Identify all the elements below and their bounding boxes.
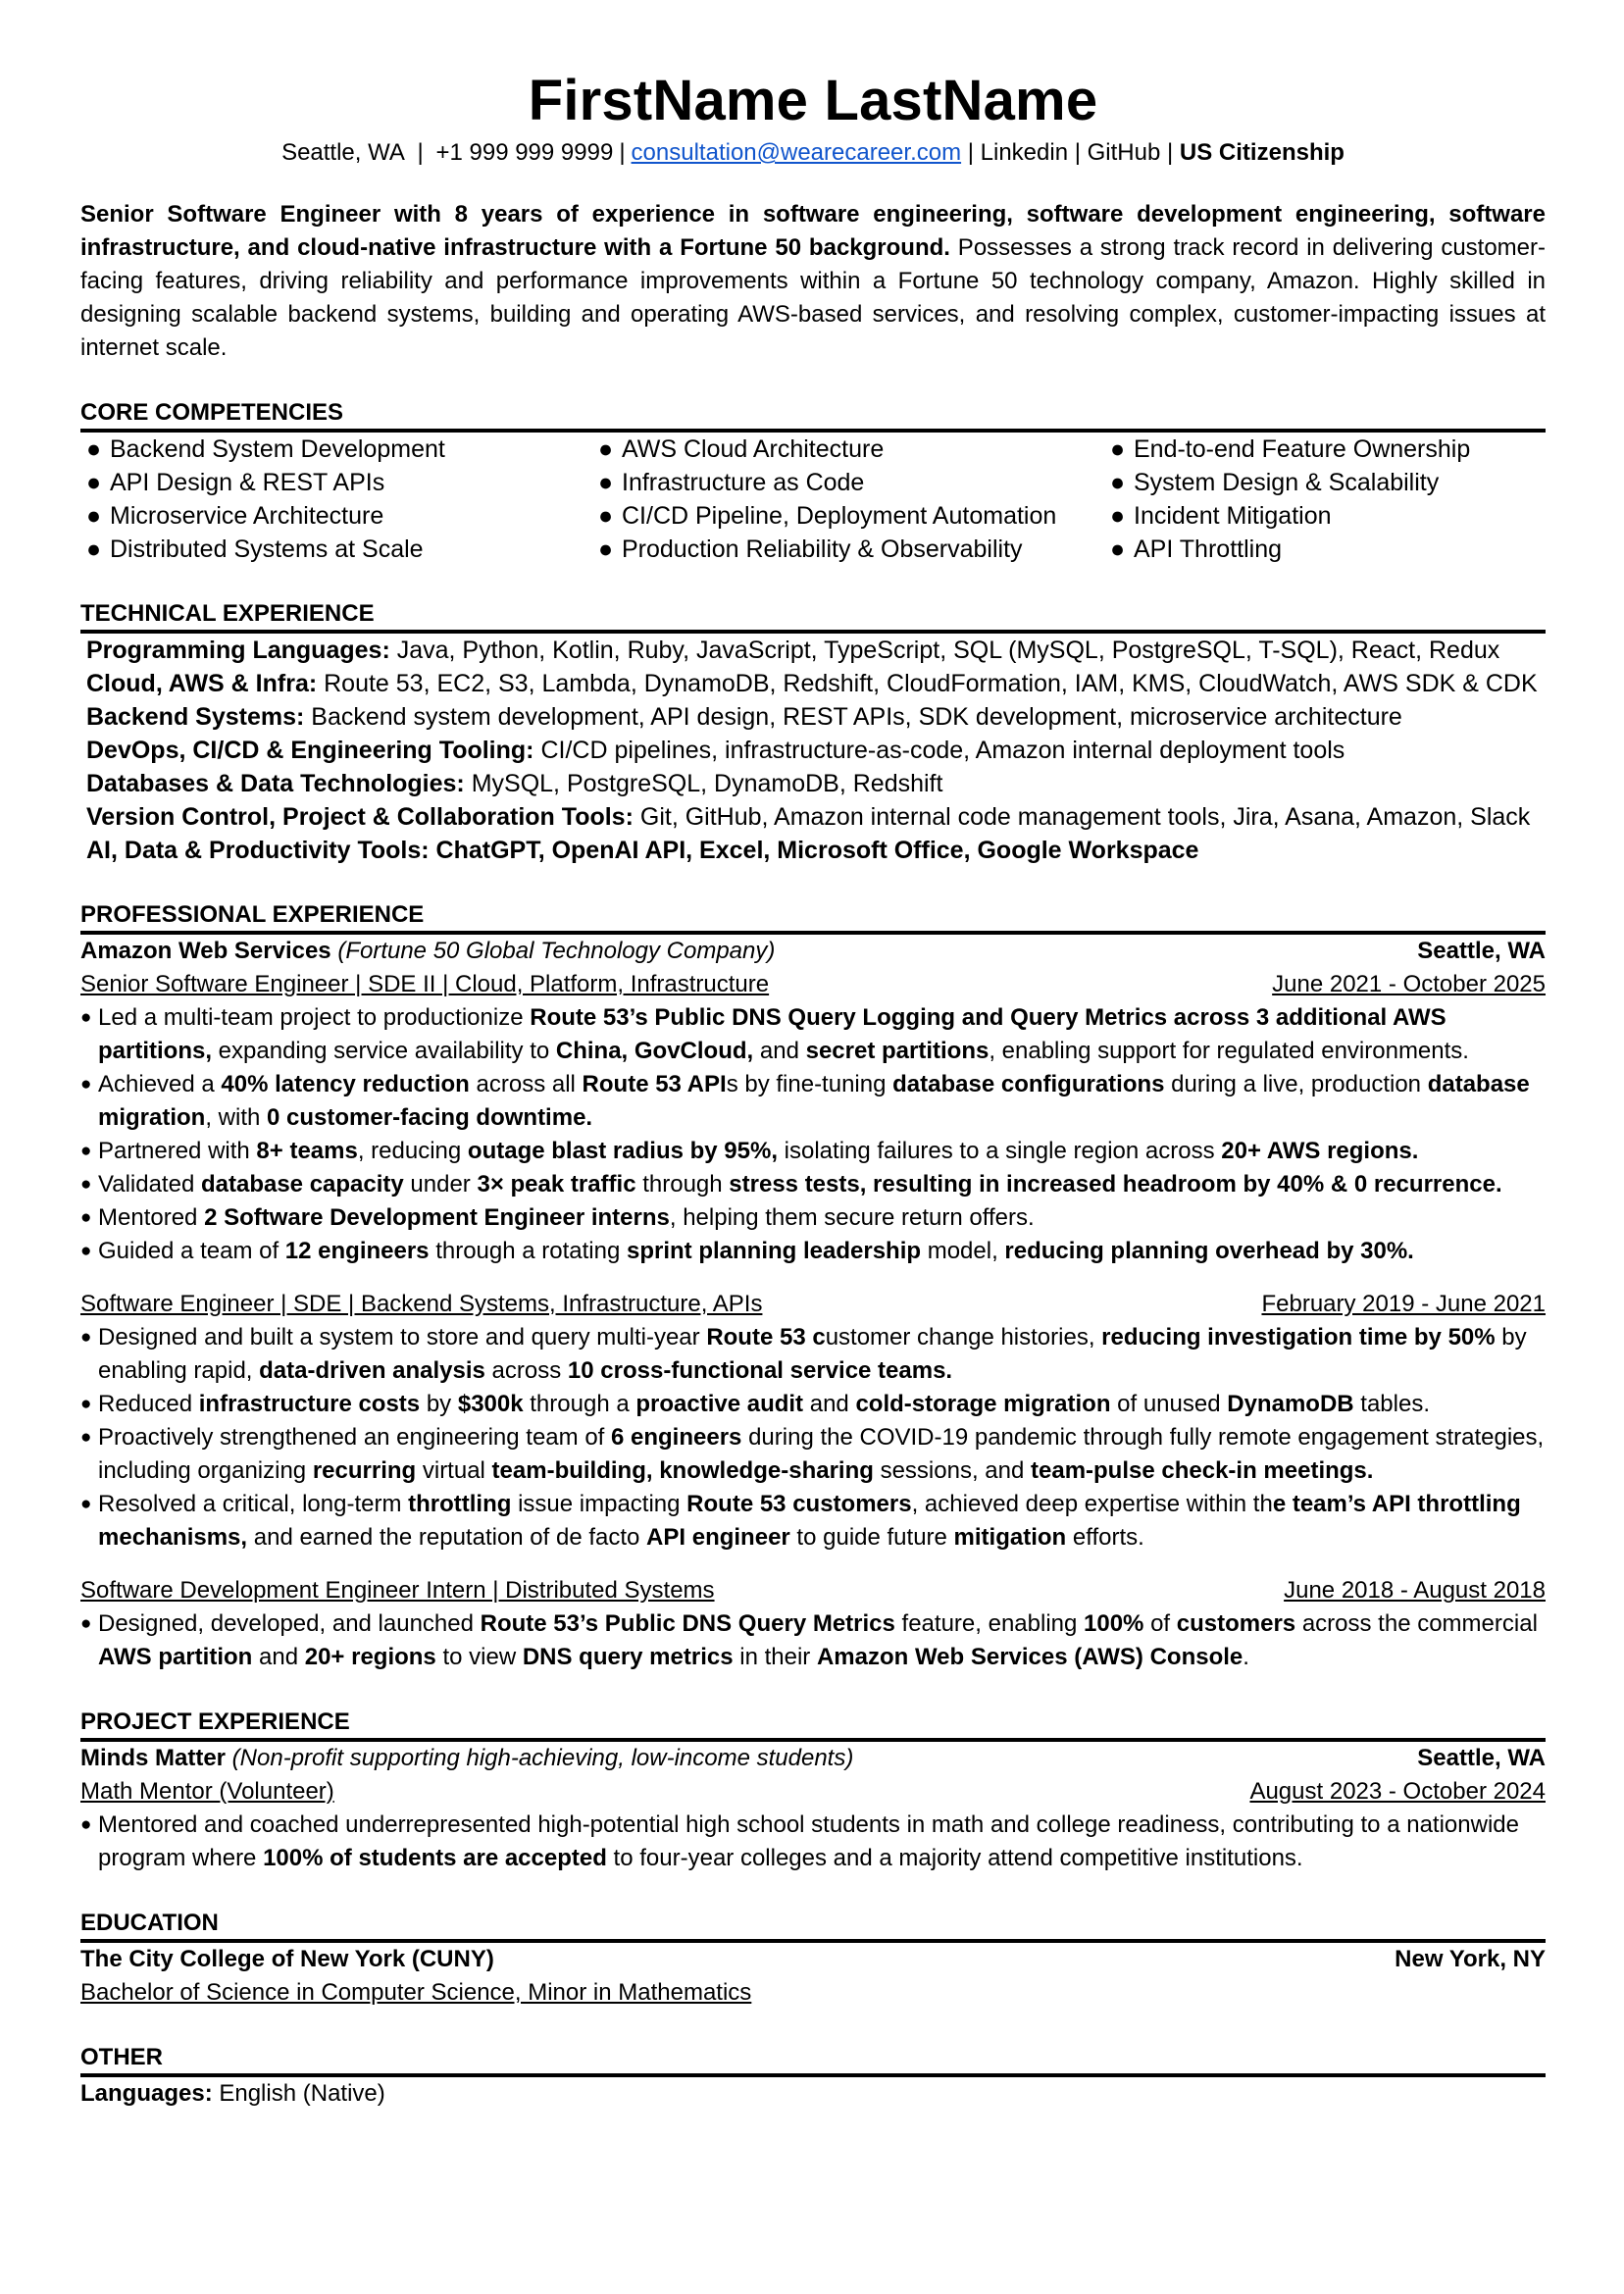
bullet-text: 40% latency reduction (221, 1071, 470, 1097)
project-org-row (80, 1742, 1546, 1775)
bullet-item (80, 1235, 1546, 1268)
competency-item (592, 466, 1104, 499)
linkedin-link[interactable]: Linkedin (980, 139, 1069, 166)
bullet-icon: ● (598, 535, 614, 563)
languages-value: English (Native) (212, 2080, 385, 2107)
degree-row (80, 1976, 1546, 2010)
role-dates: June 2021 - October 2025 (1272, 971, 1546, 997)
bullet-text: of (1143, 1610, 1177, 1637)
bullet-text: and (252, 1644, 305, 1670)
project-experience-section (80, 1708, 1546, 1875)
bullet-text: Route 53 c (706, 1324, 826, 1351)
degree: Bachelor of Science in Computer Science, Minor in Mathematics (80, 1979, 752, 2006)
bullet-text: virtual (416, 1457, 492, 1484)
bullet-text: customers (1176, 1610, 1296, 1637)
bullet-text: issue impacting (511, 1491, 687, 1517)
bullet-text: to view (435, 1644, 523, 1670)
bullet-text: , with (205, 1104, 268, 1131)
role-title: Software Development Engineer Intern | Distributed Systems (80, 1577, 715, 1604)
competency-label: CI/CD Pipeline, Deployment Automation (622, 502, 1057, 530)
bullet-text: Route 53 customers (686, 1491, 912, 1517)
bullet-text: across the commercial (1295, 1610, 1538, 1637)
bullet-text: Designed and built a system to store and query multi-year (98, 1324, 707, 1351)
bullet-text: . (1243, 1644, 1249, 1670)
project-org-description: (Non-profit supporting high-achieving, low-income students) (226, 1745, 854, 1771)
bullet-icon: ● (86, 535, 102, 563)
bullet-text: expanding service availability to (212, 1038, 556, 1064)
bullet-text: model, (921, 1238, 1005, 1264)
bullet-text: and earned the reputation of de facto (247, 1524, 647, 1551)
bullet-text: to guide future (789, 1524, 954, 1551)
technical-label: Databases & Data Technologies: (86, 770, 465, 797)
company-description: (Fortune 50 Global Technology Company) (330, 938, 776, 964)
competency-item (1104, 433, 1546, 466)
bullet-text: Route 53’s Public DNS Query Logging and Query Metrics across 3 additional AWS partitions, (98, 1004, 1446, 1064)
competency-item (592, 433, 1104, 466)
roles-list (80, 968, 1546, 1674)
bullet-text: API engineer (646, 1524, 790, 1551)
bullet-text: Proactively strengthened an engineering team of (98, 1424, 611, 1451)
technical-row (86, 734, 1546, 767)
summary-bold: Senior Software Engineer with 8 years of experience in software engineering, software development engineering, software infrastructure, and cloud-native infrastructure with a Fortune 50 background. (80, 201, 1546, 261)
citizenship: US Citizenship (1179, 139, 1345, 166)
bullet-text: Designed, developed, and launched (98, 1610, 481, 1637)
bullet-text: under (403, 1171, 478, 1198)
competency-label: Incident Mitigation (1134, 502, 1332, 530)
bullet-text: Guided a team of (98, 1238, 285, 1264)
competency-item (1104, 533, 1546, 566)
bullet-text: Amazon Web Services (AWS) Console (816, 1644, 1243, 1670)
bullet-text: 20+ regions (304, 1644, 436, 1670)
bullet-text: Partnered with (98, 1138, 257, 1164)
bullet-text: efforts. (1066, 1524, 1144, 1551)
bullet-text: isolating failures to a single region across (778, 1138, 1222, 1164)
competency-label: Production Reliability & Observability (622, 535, 1023, 563)
bullet-text: 6 engineers (611, 1424, 742, 1451)
competency-label: API Design & REST APIs (110, 469, 385, 496)
languages-label: Languages: (80, 2080, 213, 2107)
other-section (80, 2043, 1546, 2111)
role-row (80, 1288, 1546, 1321)
bullet-text: Led a multi-team project to productionize (98, 1004, 531, 1031)
bullet-text: Achieved a (98, 1071, 222, 1097)
bullet-text: 100% of students are accepted (263, 1845, 607, 1871)
competency-label: End-to-end Feature Ownership (1134, 435, 1471, 463)
bullet-text: feature, enabling (894, 1610, 1085, 1637)
email-link[interactable]: consultation@wearecareer.com (631, 139, 962, 166)
candidate-name: FirstName LastName (528, 69, 1098, 132)
bullet-text: Mentored (98, 1204, 205, 1231)
bullet-text: , reducing (357, 1138, 468, 1164)
technical-value: Route 53, EC2, S3, Lambda, DynamoDB, Redshift, CloudFormation, IAM, KMS, CloudWatch, AWS SDK & CDK (317, 670, 1538, 697)
section-title: OTHER (80, 2043, 1546, 2077)
role-title: Senior Software Engineer | SDE II | Cloud, Platform, Infrastructure (80, 971, 770, 997)
bullet-text: by (420, 1391, 458, 1417)
bullet-text: tables. (1353, 1391, 1430, 1417)
role-dates: June 2018 - August 2018 (1284, 1577, 1546, 1604)
contact-line: Seattle, WA | +1 999 999 9999 | consultation@wearecareer.com | Linkedin | GitHub | US Citizenship (281, 139, 1345, 166)
project-role-row (80, 1775, 1546, 1809)
project-location: Seattle, WA (1417, 1745, 1546, 1771)
competency-label: AWS Cloud Architecture (622, 435, 885, 463)
role-spacer (80, 1555, 1546, 1574)
bullet-text: stress tests, resulting in increased headroom by 40% & 0 recurrence. (729, 1171, 1502, 1198)
competency-item (1104, 499, 1546, 533)
technical-row (86, 767, 1546, 800)
bullet-text: 3× peak traffic (477, 1171, 636, 1198)
bullet-text: ustomer change histories, (825, 1324, 1102, 1351)
bullet-text: 100% (1084, 1610, 1144, 1637)
bullet-text: team-building, knowledge-sharing (491, 1457, 874, 1484)
project-org: Minds Matter (80, 1745, 227, 1771)
project-bullets (80, 1809, 1546, 1875)
bullet-text: in their (733, 1644, 817, 1670)
competency-label: Infrastructure as Code (622, 469, 865, 496)
bullet-text: 10 cross-functional service teams. (567, 1357, 953, 1384)
core-competencies-section (80, 398, 1546, 566)
resume-content (80, 67, 1546, 2111)
bullet-text: through a (523, 1391, 636, 1417)
school-location: New York, NY (1395, 1946, 1546, 1972)
project-role: Math Mentor (Volunteer) (80, 1778, 334, 1805)
bullet-icon: ● (86, 435, 102, 463)
section-title: PROFESSIONAL EXPERIENCE (80, 900, 1546, 935)
technical-row (86, 634, 1546, 667)
summary-paragraph (80, 198, 1546, 365)
bullet-text: 8+ teams (256, 1138, 358, 1164)
competency-item (80, 533, 592, 566)
bullet-text: of unused (1110, 1391, 1228, 1417)
competency-item (80, 466, 592, 499)
competency-item (592, 533, 1104, 566)
technical-value: Git, GitHub, Amazon internal code management tools, Jira, Asana, Amazon, Slack (633, 803, 1531, 831)
bullet-text: 12 engineers (284, 1238, 430, 1264)
bullet-icon: ● (598, 435, 614, 463)
bullet-item (80, 1607, 1546, 1674)
education-section (80, 1909, 1546, 2010)
bullet-text: through a rotating (429, 1238, 627, 1264)
bullet-text: infrastructure costs (198, 1391, 421, 1417)
bullet-item (80, 1068, 1546, 1135)
location: Seattle, WA (281, 139, 405, 166)
company-name: Amazon Web Services (80, 938, 331, 964)
role-bullets (80, 1321, 1546, 1555)
bullet-text: 20+ AWS regions. (1221, 1138, 1419, 1164)
competencies-grid (80, 433, 1546, 566)
bullet-item (80, 1135, 1546, 1168)
bullet-text: throttling (408, 1491, 512, 1517)
school-name: The City College of New York (CUNY) (80, 1946, 494, 1972)
bullet-text: reducing planning overhead by 30%. (1004, 1238, 1414, 1264)
bullet-icon: ● (1110, 535, 1126, 563)
bullet-text: team-pulse check-in meetings. (1031, 1457, 1374, 1484)
bullet-text: database migration (98, 1071, 1530, 1131)
technical-label: Backend Systems: (86, 703, 305, 731)
bullet-icon: ● (1110, 469, 1126, 496)
bullet-item (80, 1001, 1546, 1068)
professional-experience-section (80, 900, 1546, 1674)
technical-value: MySQL, PostgreSQL, DynamoDB, Redshift (464, 770, 943, 797)
bullet-text: 0 customer-facing downtime. (267, 1104, 593, 1131)
bullet-text: cold-storage migration (855, 1391, 1111, 1417)
languages-line (80, 2077, 1546, 2111)
technical-value: Java, Python, Kotlin, Ruby, JavaScript, TypeScript, SQL (MySQL, PostgreSQL, T-SQL), React, Redux (389, 637, 1500, 664)
competency-item (80, 433, 592, 466)
competency-label: Backend System Development (110, 435, 445, 463)
technical-experience-section (80, 599, 1546, 867)
project-dates: August 2023 - October 2024 (1249, 1778, 1546, 1805)
phone: +1 999 999 9999 (435, 139, 614, 166)
bullet-text: s by fine-tuning (726, 1071, 893, 1097)
competency-label: Distributed Systems at Scale (110, 535, 424, 563)
role-row (80, 1574, 1546, 1607)
role-bullets (80, 1001, 1546, 1268)
role-dates: February 2019 - June 2021 (1261, 1291, 1546, 1317)
technical-value: CI/CD pipelines, infrastructure-as-code, Amazon internal deployment tools (533, 737, 1345, 764)
role-bullets (80, 1607, 1546, 1674)
technical-label: Programming Languages: (86, 637, 390, 664)
technical-label: AI, Data & Productivity Tools: ChatGPT, OpenAI API, Excel, Microsoft Office, Google Workspace (86, 837, 1199, 864)
bullet-icon: ● (86, 469, 102, 496)
bullet-text: Resolved a critical, long-term (98, 1491, 409, 1517)
bullet-text: DNS query metrics (522, 1644, 734, 1670)
bullet-text: data-driven analysis (259, 1357, 485, 1384)
bullet-text: Validated (98, 1171, 201, 1198)
bullet-text: Route 53 API (582, 1071, 727, 1097)
technical-value: Backend system development, API design, REST APIs, SDK development, microservice architecture (304, 703, 1402, 731)
bullet-icon: ● (1110, 435, 1126, 463)
bullet-text: Mentored and coached underrepresented high-potential high school students in math and college readiness, contributing to a nationwide program where (98, 1811, 1519, 1871)
bullet-text: mitigation (953, 1524, 1067, 1551)
bullet-item (80, 1388, 1546, 1421)
summary-text: Possesses a strong track record in delivering customer-facing features, driving reliability and performance improvements within a Fortune 50 technology company, Amazon. Highly skilled in designing scalable backend systems, building and operating AWS-based services, and resolving complex, customer-impacting issues at internet scale. (80, 234, 1547, 361)
bullet-text: database configurations (892, 1071, 1165, 1097)
bullet-text: , enabling support for regulated environments. (989, 1038, 1469, 1064)
bullet-text: sprint planning leadership (627, 1238, 922, 1264)
bullet-text: DynamoDB (1227, 1391, 1354, 1417)
github-link[interactable]: GitHub (1087, 139, 1161, 166)
competency-item (592, 499, 1104, 533)
competency-label: Microservice Architecture (110, 502, 384, 530)
technical-row (86, 667, 1546, 700)
bullet-text: proactive audit (635, 1391, 804, 1417)
section-title: CORE COMPETENCIES (80, 398, 1546, 433)
school-row (80, 1943, 1546, 1976)
bullet-text: across all (469, 1071, 583, 1097)
bullet-item (80, 1321, 1546, 1388)
bullet-text: Route 53’s Public DNS Query Metrics (480, 1610, 895, 1637)
bullet-item (80, 1201, 1546, 1235)
bullet-text: 2 Software Development Engineer interns (204, 1204, 670, 1231)
competency-label: API Throttling (1134, 535, 1283, 563)
bullet-text: during a live, production (1164, 1071, 1428, 1097)
bullet-icon: ● (598, 502, 614, 530)
bullet-text: across (484, 1357, 568, 1384)
bullet-text: database capacity (200, 1171, 404, 1198)
competency-item (1104, 466, 1546, 499)
bullet-text: , helping them secure return offers. (669, 1204, 1035, 1231)
role-row (80, 968, 1546, 1001)
bullet-text: and (803, 1391, 856, 1417)
bullet-text: reducing investigation time by 50% (1101, 1324, 1496, 1351)
bullet-text: to four-year colleges and a majority attend competitive institutions. (606, 1845, 1303, 1871)
bullet-text: through (635, 1171, 730, 1198)
bullet-item (80, 1421, 1546, 1488)
technical-label: Version Control, Project & Collaboration Tools: (86, 803, 634, 831)
bullet-text: recurring (312, 1457, 417, 1484)
technical-label: DevOps, CI/CD & Engineering Tooling: (86, 737, 534, 764)
company-row (80, 935, 1546, 968)
section-title: TECHNICAL EXPERIENCE (80, 599, 1546, 634)
section-title: PROJECT EXPERIENCE (80, 1708, 1546, 1742)
bullet-text: secret partitions (805, 1038, 990, 1064)
competency-item (80, 499, 592, 533)
role-title: Software Engineer | SDE | Backend Systems, Infrastructure, APIs (80, 1291, 763, 1317)
bullet-text: outage blast radius by 95%, (467, 1138, 778, 1164)
technical-row (86, 800, 1546, 834)
bullet-text: Reduced (98, 1391, 199, 1417)
bullet-text: and (753, 1038, 806, 1064)
bullet-item (80, 1488, 1546, 1555)
technical-list (80, 634, 1546, 867)
bullet-text: by enabling rapid, (98, 1324, 1527, 1384)
bullet-text: sessions, and (873, 1457, 1031, 1484)
bullet-icon: ● (86, 502, 102, 530)
technical-row (86, 834, 1546, 867)
bullet-text: $300k (457, 1391, 524, 1417)
bullet-icon: ● (598, 469, 614, 496)
section-title: EDUCATION (80, 1909, 1546, 1943)
bullet-item (80, 1168, 1546, 1201)
bullet-text: China, GovCloud, (555, 1038, 754, 1064)
bullet-text: AWS partition (98, 1644, 253, 1670)
competency-label: System Design & Scalability (1134, 469, 1440, 496)
technical-row (86, 700, 1546, 734)
role-spacer (80, 1268, 1546, 1288)
technical-label: Cloud, AWS & Infra: (86, 670, 318, 697)
company-location: Seattle, WA (1417, 938, 1546, 964)
bullet-text: during the COVID-19 pandemic through fully remote engagement strategies, including organizing (98, 1424, 1545, 1484)
bullet-text: e team’s API throttling mechanisms, (98, 1491, 1521, 1551)
bullet-icon: ● (1110, 502, 1126, 530)
bullet-text: , achieved deep expertise within th (911, 1491, 1273, 1517)
bullet-item (80, 1809, 1546, 1875)
